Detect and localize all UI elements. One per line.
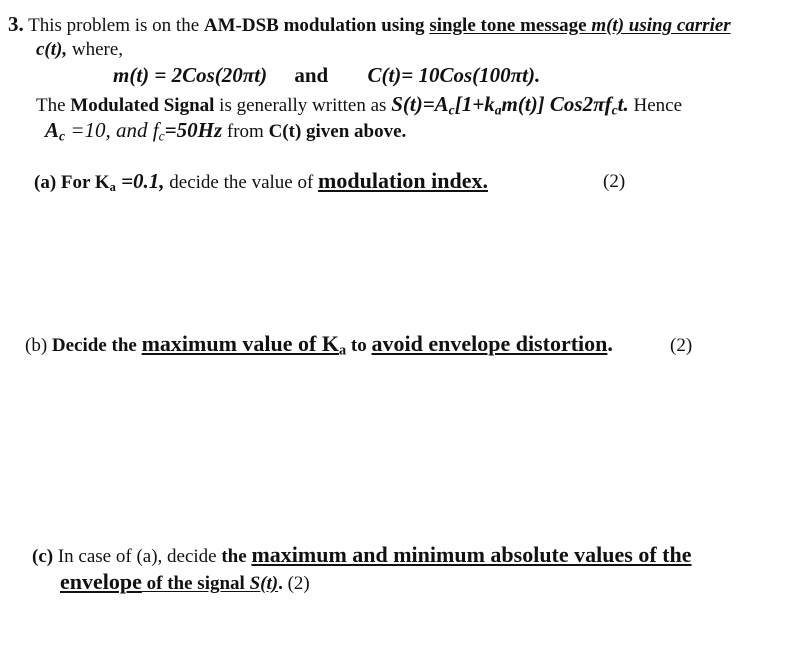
- part-c-prefix: (c): [32, 546, 54, 567]
- mt-underlined: m(t) using carrier: [591, 15, 731, 36]
- message-equation: m(t) = 2Cos(20πt): [113, 63, 268, 87]
- problem-number: 3.: [8, 12, 24, 36]
- where-text: where,: [67, 39, 124, 60]
- max-ka-keyword: maximum value of $K_a$: [141, 331, 347, 359]
- envelope-keyword: envelope: [60, 569, 142, 594]
- part-b-prefix: (b): [25, 335, 52, 356]
- signal-equation: $S(t)=A_c[1+k_am(t)]$ $Cos2\pi f_ct$.: [391, 92, 629, 118]
- written-as: is generally written as: [214, 95, 392, 116]
- period-c: .: [278, 573, 283, 594]
- of-the-signal: of the signal: [141, 573, 250, 594]
- ka-value: =0.1,: [115, 169, 165, 193]
- part-a-text: decide the value of: [164, 172, 319, 193]
- hence-word: Hence: [628, 95, 683, 116]
- parameters-line: [45, 118, 406, 143]
- period: .: [607, 331, 613, 356]
- part-c-text: In case of (a), decide: [53, 546, 222, 567]
- from-word: from: [222, 121, 269, 142]
- the-word: The: [36, 95, 71, 116]
- modulated-signal-line: [36, 92, 682, 117]
- topic-text: AM-DSB modulation using: [203, 15, 430, 36]
- to-word: to: [346, 335, 372, 356]
- decide-the: Decide the: [51, 335, 142, 356]
- max-min-keyword: maximum and minimum absolute values of the: [251, 542, 692, 567]
- part-a-label: (a) For $K_a$: [34, 172, 116, 195]
- part-a-marks: (2): [603, 171, 626, 192]
- part-b-marks: (2): [670, 335, 693, 356]
- part-c-marks: (2): [282, 573, 310, 594]
- envelope-distortion-keyword: avoid envelope distortion: [371, 331, 608, 356]
- modulation-index-keyword: modulation index.: [318, 168, 488, 193]
- part-a-question: [34, 168, 488, 194]
- modulated-signal-term: Modulated Signal: [70, 95, 215, 116]
- topic-underlined: single tone message: [429, 15, 592, 36]
- carrier-equation: C(t)= 10Cos(100πt).: [367, 63, 541, 87]
- equations-line: [113, 63, 540, 88]
- part-b-question: [25, 331, 613, 357]
- problem-line-2: [36, 39, 123, 61]
- part-c-question-line-1: [32, 542, 691, 568]
- given-text: C(t) given above.: [268, 121, 407, 142]
- part-c-question-line-2: [60, 569, 310, 595]
- the-bold: the: [221, 546, 252, 567]
- ac-fc-values: $A_c =10$, and $f_c=50Hz$: [45, 118, 223, 144]
- and-word: and: [294, 63, 329, 87]
- st-symbol: S(t): [249, 573, 279, 594]
- intro-text: This problem is on the: [23, 15, 204, 36]
- problem-line-1: [8, 12, 731, 37]
- ct-label: c(t),: [36, 39, 68, 60]
